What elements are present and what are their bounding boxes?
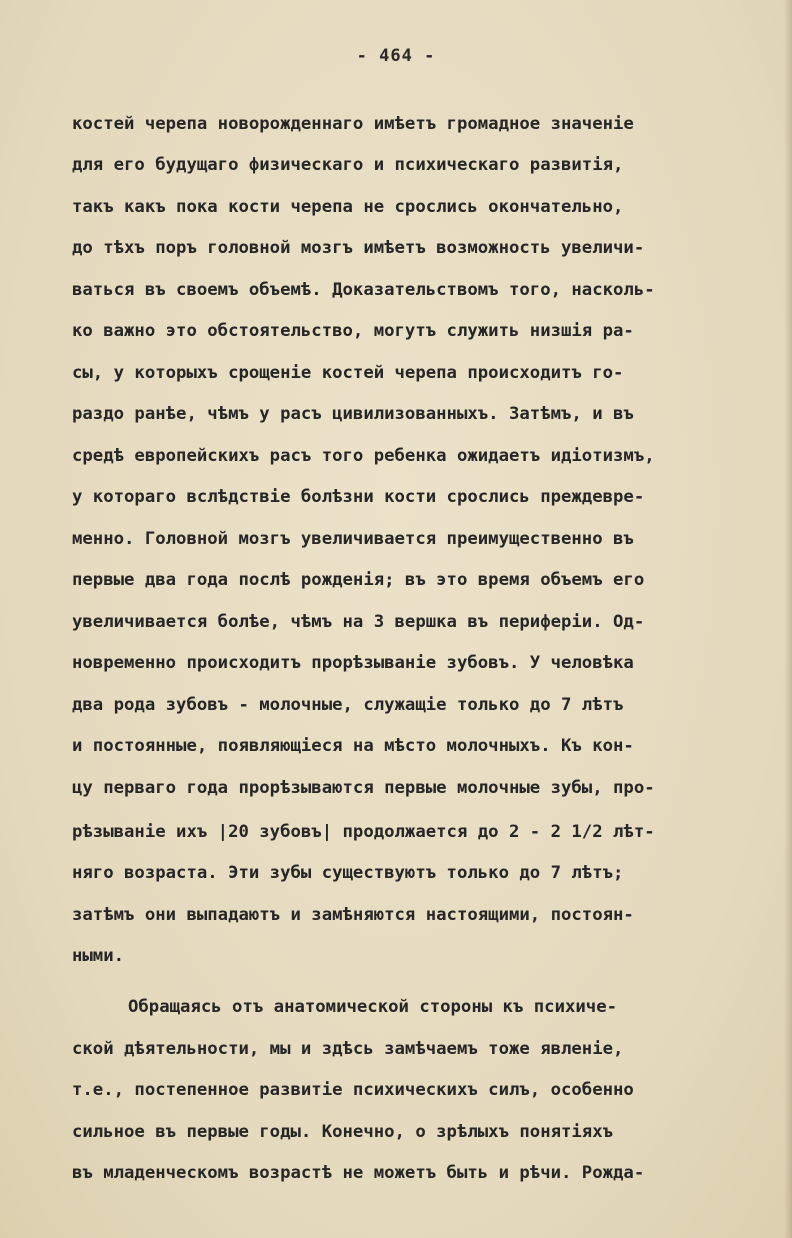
text-line: новременно происходитъ прорѣзываніе зубовъ. У человѣка [72, 653, 634, 673]
text-line: до тѣхъ поръ головной мозгъ имѣетъ возможность увеличи- [72, 238, 645, 258]
text-line: цу перваго года прорѣзываются первые молочные зубы, про- [72, 778, 655, 798]
text-line: костей черепа новорожденнаго имѣетъ громадное значеніе [72, 114, 634, 134]
text-line: ными. [72, 946, 125, 966]
text-line: ваться въ своемъ объемѣ. Доказательствомъ того, насколь- [72, 280, 655, 300]
text-line: раздо ранѣе, чѣмъ у расъ цивилизованныхъ. Затѣмъ, и въ [72, 404, 634, 424]
text-line: для его будущаго физическаго и психическаго развитія, [72, 155, 624, 175]
text-line: такъ какъ пока кости черепа не срослись окончательно, [72, 197, 624, 217]
page-edge-shadow [784, 0, 792, 1238]
text-line: два рода зубовъ - молочные, служащіе только до 7 лѣтъ [72, 695, 624, 715]
text-line: увеличивается болѣе, чѣмъ на 3 вершка въ периферіи. Од- [72, 612, 645, 632]
text-line: ской дѣятельности, мы и здѣсь замѣчаемъ тоже явленіе, [72, 1039, 624, 1059]
text-line: ко важно это обстоятельство, могутъ служить низшія ра- [72, 321, 634, 341]
text-line: няго возраста. Эти зубы существуютъ только до 7 лѣтъ; [72, 863, 624, 883]
text-line: сы, у которыхъ срощеніе костей черепа происходитъ го- [72, 363, 624, 383]
text-line: первые два года послѣ рожденія; въ это время объемъ его [72, 570, 645, 590]
text-line: въ младенческомъ возрастѣ не можетъ быть и рѣчи. Рожда- [72, 1163, 645, 1183]
text-line: сильное въ первые годы. Конечно, о зрѣлыхъ понятіяхъ [72, 1122, 614, 1142]
page-number: - 464 - [356, 46, 436, 66]
text-line: рѣзываніе ихъ |20 зубовъ| продолжается до 2 - 2 1/2 лѣт- [72, 822, 655, 842]
text-line: и постоянные, появляющіеся на мѣсто молочныхъ. Къ кон- [72, 736, 634, 756]
text-line: средѣ европейскихъ расъ того ребенка ожидаетъ идіотизмъ, [72, 446, 655, 466]
text-line: у котораго вслѣдствіе болѣзни кости срослись преждевре- [72, 487, 645, 507]
text-line: затѣмъ они выпадаютъ и замѣняются настоящими, постоян- [72, 905, 634, 925]
text-line: менно. Головной мозгъ увеличивается преимущественно въ [72, 529, 634, 549]
paragraph-first-line: Обращаясь отъ анатомической стороны къ психиче- [128, 997, 617, 1017]
text-line: т.е., постепенное развитіе психическихъ силъ, особенно [72, 1080, 634, 1100]
